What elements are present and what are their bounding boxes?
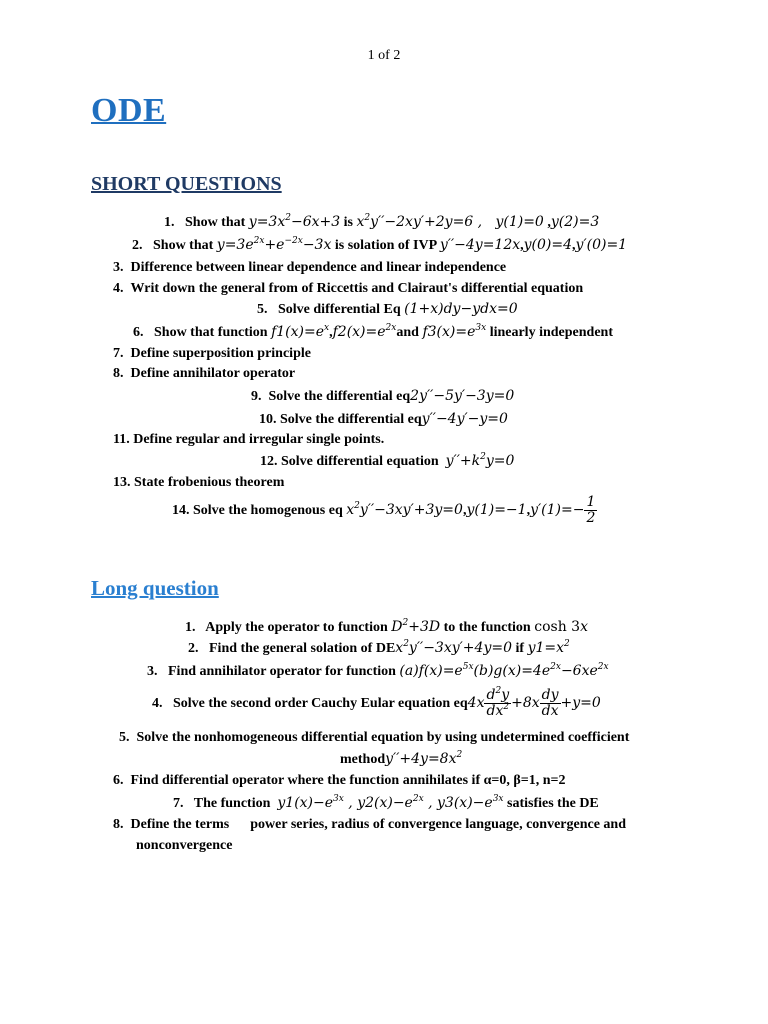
item-number: 4. <box>113 281 124 296</box>
math: +8x <box>511 695 540 711</box>
long-q7 <box>173 795 599 812</box>
short-q8 <box>113 366 295 382</box>
page-indicator: 1 of 2 <box>367 48 401 63</box>
math: $f1(x)=e^x$ <box>271 323 330 340</box>
question-text: Solve the differential eq <box>280 412 422 427</box>
question-text: Define superposition principle <box>130 346 311 361</box>
item-number: 7. <box>173 796 184 811</box>
math: 4x <box>467 695 485 711</box>
question-text: linearly independent <box>489 325 613 340</box>
item-number: 3. <box>113 260 124 275</box>
math: y′(1)=− <box>530 502 585 518</box>
question-text: Solve the differential eq <box>268 389 411 404</box>
question-text: satisfies the DE <box>507 796 599 811</box>
question-text: is solation of IVP <box>334 238 437 253</box>
item-number: 6. <box>133 325 144 340</box>
math: 2y′′−5y′−3y=0 <box>410 388 515 404</box>
long-q5-cont <box>340 751 462 768</box>
math: $D^2+3D$ <box>391 618 441 635</box>
item-number: 12. <box>260 454 278 469</box>
question-text: Show that <box>185 215 246 230</box>
math: y(0)=4 <box>523 237 573 253</box>
short-q6: 6. Show that function $f1(x)=e^x,f2(x)=e^{2x}and$ $f3(x)=e^{3x}$ linearly independent <box>133 323 613 340</box>
short-q3 <box>113 260 506 276</box>
question-text: nonconvergence <box>136 838 233 853</box>
question-text: Define regular and irregular single points. <box>133 432 385 447</box>
short-q11 <box>113 432 384 448</box>
item-number: 14. <box>172 503 190 518</box>
fraction: $\frac{1}{2}$ <box>586 494 596 527</box>
long-q4 <box>152 687 601 720</box>
math: $y=3x^2-6x+3$ <box>248 213 341 230</box>
short-q7 <box>113 346 311 362</box>
short-q9 <box>251 388 514 405</box>
math: $y''+k^2y=0$ <box>445 452 515 469</box>
short-q12 <box>260 453 514 470</box>
math: y′′−4y′−y=0 <box>421 411 508 427</box>
item-number: 11. <box>113 432 130 447</box>
item-number: 1. <box>185 620 196 635</box>
math: cosh 3x <box>534 619 588 635</box>
short-q13 <box>113 475 284 491</box>
math: y(2)=3 <box>550 214 600 230</box>
item-number: 7. <box>113 346 124 361</box>
item-number: 6. <box>113 773 124 788</box>
question-text: Solve the nonhomogeneous differential equation by using undetermined coefficient <box>136 730 630 745</box>
long-q6 <box>113 773 566 789</box>
item-number: 2. <box>188 641 199 656</box>
math: (1+x)dy−ydx=0 <box>404 301 518 317</box>
fraction: $\frac{d^2y}{dx^2}$ <box>486 686 510 720</box>
math: +y=0 <box>560 695 601 711</box>
short-questions-heading: SHORT QUESTIONS <box>91 173 282 195</box>
question-text: method <box>340 752 386 767</box>
question-text: Define the terms <box>130 817 230 832</box>
question-text: Difference between linear dependence and linear independence <box>130 260 507 275</box>
long-question-heading: Long question <box>91 576 219 600</box>
math: $y1=x^2$ <box>527 639 570 656</box>
item-number: 8. <box>113 817 124 832</box>
question-text: Show that <box>153 238 214 253</box>
item-number: 5. <box>119 730 130 745</box>
short-q2: 2. Show that $y=3e^{2x}+e^{-2x}-3x$ is solation of IVP y′′−4y=12x,y(0)=4,y′(0)=1 <box>132 236 628 253</box>
question-text: if <box>515 641 525 656</box>
short-q4 <box>113 281 583 297</box>
item-number: 1. <box>164 215 175 230</box>
math: $f2(x)=e^{2x}$ <box>332 323 397 340</box>
question-text: Writ down the general from of Riccettis and Clairaut's differential equation <box>130 281 584 296</box>
math: y′(0)=1 <box>575 237 628 253</box>
item-number: 4. <box>152 696 163 711</box>
long-q5 <box>119 730 629 746</box>
question-text: Solve differential Eq <box>278 302 401 317</box>
math: $x^2y''-3xy'+4y=0$ <box>395 639 512 656</box>
math: $x^2y''-3xy'+3y=0$ <box>346 501 463 518</box>
question-text: Solve the second order Cauchy Eular equation eq <box>173 696 468 711</box>
question-text: Apply the operator to function <box>205 620 388 635</box>
short-q5 <box>257 301 518 318</box>
question-text: and <box>396 325 419 340</box>
math: $f3(x)=e^{3x}$ <box>422 323 487 340</box>
question-text: Find the general solation of DE <box>209 641 396 656</box>
long-q8-cont <box>136 838 232 854</box>
item-number: 10. <box>259 412 277 427</box>
long-q3 <box>147 663 609 680</box>
short-q1: 1. Show that $y=3x^2-6x+3$ is $x^2y''-2xy'+2y=6$ , y(1)=0 ,y(2)=3 <box>164 213 600 230</box>
question-text: The function <box>193 796 271 811</box>
question-text: State frobenious theorem <box>134 475 285 490</box>
question-text: Define annihilator operator <box>130 366 296 381</box>
question-text: Find differential operator where the function annihilates if α=0, β=1, n=2 <box>130 773 566 788</box>
item-number: 9. <box>251 389 262 404</box>
math: $y1(x)-e^{3x}$ , $y2(x)-e^{2x}$ , $y3(x)-e^{3x}$ <box>277 794 504 811</box>
item-number: 8. <box>113 366 124 381</box>
short-q14: 14. Solve the homogenous eq $x^2y''-3xy'+3y=0,y(1)=-1,y'(1)=-$ $\frac{1}{2}$ <box>172 494 596 527</box>
question-text: to the function <box>443 620 531 635</box>
long-q8 <box>113 817 626 833</box>
question-text: Find annihilator operator for function <box>168 664 396 679</box>
math: $x^2y''-2xy'+2y=6$ , y(1)=0 <box>356 213 544 230</box>
question-text: power series, radius of convergence language, convergence and <box>250 817 626 832</box>
question-text: Solve differential equation <box>281 454 439 469</box>
long-q1 <box>185 619 588 636</box>
math: $y=3e^{2x}+e^{-2x}-3x$ <box>216 236 332 253</box>
item-number: 2. <box>132 238 143 253</box>
math: y(1)=−1 <box>466 502 527 518</box>
long-q2 <box>188 640 570 657</box>
question-text: Show that function <box>154 325 268 340</box>
math: $y''+4y=8x^2$ <box>385 750 463 767</box>
fraction: $\frac{dy}{dx}$ <box>541 687 559 720</box>
math: $(a)f(x)=e^{5x}(b)g(x)=4e^{2x}-6xe^{2x}$ <box>399 662 609 679</box>
item-number: 5. <box>257 302 268 317</box>
short-q10 <box>259 411 508 428</box>
item-number: 13. <box>113 475 131 490</box>
math: y′′−4y=12x <box>439 237 521 253</box>
document-title: ODE <box>91 92 167 129</box>
item-number: 3. <box>147 664 158 679</box>
question-text: Solve the homogenous eq <box>193 503 343 518</box>
